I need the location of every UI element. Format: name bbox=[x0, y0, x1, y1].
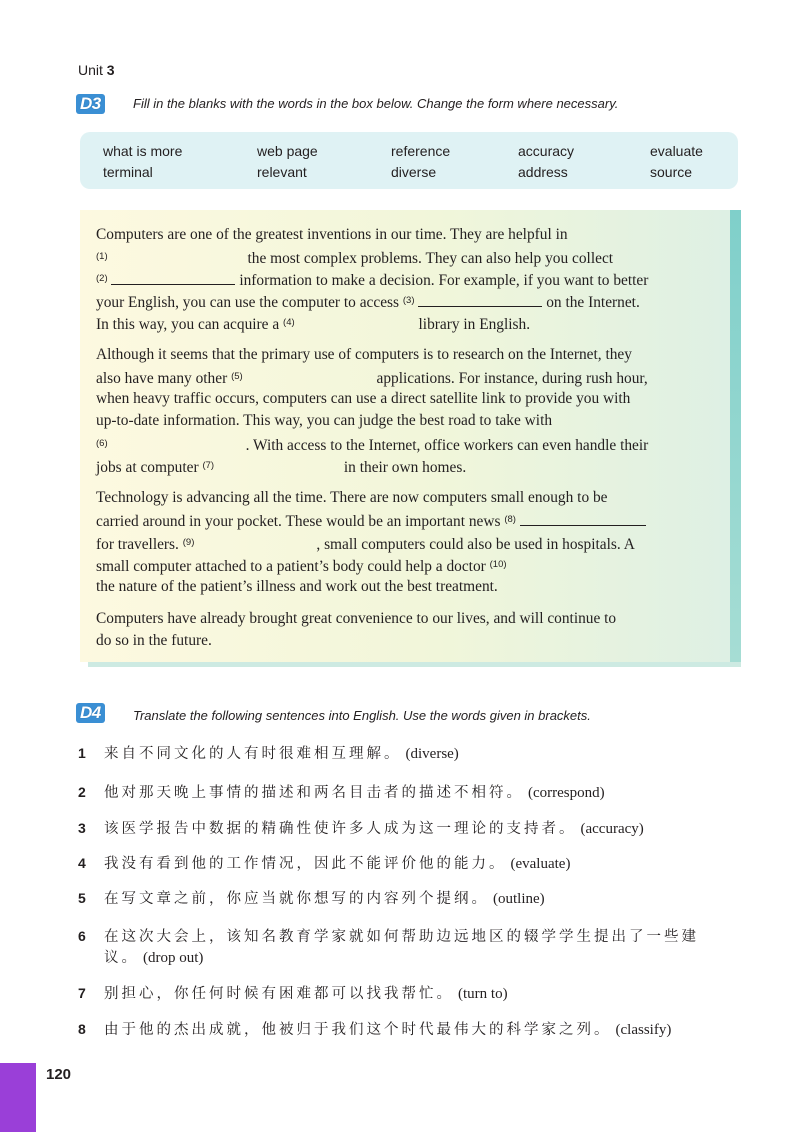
item-number: 1 bbox=[78, 745, 86, 761]
d3-badge: D3 bbox=[76, 94, 105, 114]
chinese-sentence: 别担心，你任何时候有困难都可以找我帮忙。 bbox=[104, 986, 454, 1002]
chinese-sentence: 来自不同文化的人有时很难相互理解。 bbox=[104, 746, 402, 762]
blank-number: (6) bbox=[96, 438, 108, 449]
word-box-item: source bbox=[650, 164, 693, 180]
passage-box-edge bbox=[730, 210, 741, 662]
passage-text: In this way, you can acquire a bbox=[96, 316, 284, 333]
word-box-item: terminal bbox=[103, 164, 153, 180]
blank-number: (1) bbox=[96, 251, 108, 262]
passage-box-bottom-edge bbox=[88, 662, 741, 667]
translation-item bbox=[78, 982, 508, 1004]
item-number: 3 bbox=[78, 820, 86, 836]
translation-item bbox=[78, 781, 605, 803]
item-number: 2 bbox=[78, 784, 86, 800]
passage-text: the most complex problems. They can also help you collect bbox=[243, 250, 614, 267]
passage-line bbox=[96, 456, 466, 478]
chinese-sentence: 我没有看到他的工作情况，因此不能评价他的能力。 bbox=[104, 856, 507, 872]
chinese-sentence: 议。 bbox=[104, 950, 139, 966]
item-number: 4 bbox=[78, 855, 86, 871]
word-hint: (outline) bbox=[493, 891, 545, 907]
blank-6[interactable] bbox=[108, 435, 246, 450]
passage-line: Computers have already brought great convenience to our lives, and will continue to bbox=[96, 610, 617, 627]
item-number: 7 bbox=[78, 985, 86, 1001]
chinese-sentence: 在写文章之前，你应当就你想写的内容列个提纲。 bbox=[104, 891, 489, 907]
blank-number: (10) bbox=[489, 559, 507, 570]
passage-line bbox=[96, 533, 635, 555]
word-box-item: what is more bbox=[103, 143, 183, 159]
word-hint: (diverse) bbox=[405, 746, 459, 762]
passage-text: also have many other bbox=[96, 370, 232, 387]
passage-text: information to make a decision. For example, if you want to better bbox=[235, 272, 649, 289]
passage-text: applications. For instance, during rush hour, bbox=[372, 370, 648, 387]
blank-number: (3) bbox=[402, 295, 415, 306]
passage-text: your English, you can use the computer to access bbox=[96, 294, 403, 311]
word-box bbox=[80, 132, 738, 189]
word-hint: (classify) bbox=[615, 1022, 672, 1038]
blank-number: (8) bbox=[504, 514, 516, 525]
passage-text: jobs at computer bbox=[96, 459, 203, 476]
word-hint: (accuracy) bbox=[580, 821, 644, 837]
blank-3[interactable] bbox=[418, 292, 542, 307]
passage-line: do so in the future. bbox=[96, 632, 212, 649]
passage-line: Although it seems that the primary use of computers is to research on the Internet, they bbox=[96, 346, 632, 363]
passage-text: carried around in your pocket. These would be an important news bbox=[96, 513, 505, 530]
translation-item bbox=[78, 925, 699, 947]
passage-line: Technology is advancing all the time. There are now computers small enough to be bbox=[96, 489, 608, 506]
blank-9[interactable] bbox=[194, 534, 316, 549]
word-box-item: web page bbox=[257, 143, 318, 159]
blank-7[interactable] bbox=[214, 457, 340, 472]
passage-line: up-to-date information. This way, you can judge the best road to take with bbox=[96, 412, 553, 429]
blank-8[interactable] bbox=[520, 511, 646, 526]
word-hint: (evaluate) bbox=[510, 856, 571, 872]
passage-line: the nature of the patient’s illness and work out the best treatment. bbox=[96, 578, 498, 595]
passage-line: Computers are one of the greatest inventions in our time. They are helpful in bbox=[96, 226, 568, 243]
chinese-sentence: 由于他的杰出成就，他被归于我们这个时代最伟大的科学家之列。 bbox=[104, 1022, 612, 1038]
passage-text: . With access to the Internet, office workers can even handle their bbox=[245, 437, 649, 454]
blank-number: (7) bbox=[202, 460, 215, 471]
unit-label bbox=[78, 62, 115, 78]
d3-instruction: Fill in the blanks with the words in the box below. Change the form where necessary. bbox=[133, 96, 619, 111]
item-number: 6 bbox=[78, 928, 86, 944]
d4-instruction: Translate the following sentences into English. Use the words given in brackets. bbox=[133, 708, 591, 723]
word-box-item: evaluate bbox=[650, 143, 703, 159]
blank-number: (2) bbox=[96, 273, 108, 284]
page-tab bbox=[0, 1063, 36, 1132]
passage-line bbox=[96, 291, 640, 313]
passage-line bbox=[96, 434, 648, 456]
chinese-sentence: 他对那天晚上事情的描述和两名目击者的描述不相符。 bbox=[104, 785, 524, 801]
passage-line bbox=[96, 367, 648, 389]
passage-text: on the Internet. bbox=[542, 294, 640, 311]
passage-line bbox=[96, 269, 648, 291]
word-hint: (drop out) bbox=[143, 950, 204, 966]
translation-item bbox=[78, 852, 570, 874]
word-hint: (turn to) bbox=[458, 986, 508, 1002]
passage-line bbox=[96, 247, 613, 269]
blank-number: (4) bbox=[283, 317, 295, 328]
passage-text: , small computers could also be used in hospitals. A bbox=[316, 536, 635, 553]
translation-item bbox=[78, 817, 644, 839]
passage-text: library in English. bbox=[414, 316, 531, 333]
passage-line bbox=[96, 510, 646, 532]
word-box-item: diverse bbox=[391, 164, 437, 180]
blank-2[interactable] bbox=[111, 270, 235, 285]
page-number: 120 bbox=[46, 1066, 72, 1083]
passage-text: small computer attached to a patient’s body could help a doctor bbox=[96, 558, 490, 575]
blank-5[interactable] bbox=[243, 368, 373, 383]
translation-item bbox=[78, 887, 545, 909]
word-box-item: reference bbox=[391, 143, 451, 159]
unit-number: 3 bbox=[106, 62, 115, 78]
item-number: 5 bbox=[78, 890, 86, 906]
blank-1[interactable] bbox=[108, 248, 244, 263]
passage-line bbox=[96, 313, 530, 335]
word-box-item: relevant bbox=[257, 164, 307, 180]
passage-line bbox=[96, 555, 627, 577]
word-hint: (correspond) bbox=[528, 785, 605, 801]
passage-text: for travellers. bbox=[96, 536, 183, 553]
blank-number: (9) bbox=[182, 537, 195, 548]
translation-item bbox=[78, 742, 459, 764]
word-box-item: accuracy bbox=[518, 143, 575, 159]
translation-item bbox=[78, 1018, 671, 1040]
blank-number: (5) bbox=[231, 371, 243, 382]
blank-4[interactable] bbox=[295, 314, 415, 329]
passage-text: in their own homes. bbox=[340, 459, 467, 476]
chinese-sentence: 该医学报告中数据的精确性使许多人成为这一理论的支持者。 bbox=[104, 821, 577, 837]
item-number: 8 bbox=[78, 1021, 86, 1037]
passage-line: when heavy traffic occurs, computers can use a direct satellite link to provide you with bbox=[96, 390, 631, 407]
blank-10[interactable] bbox=[507, 556, 627, 571]
word-box-item: address bbox=[518, 164, 568, 180]
translation-item-continuation bbox=[104, 946, 203, 968]
d4-badge: D4 bbox=[76, 703, 105, 723]
unit-prefix: Unit bbox=[78, 62, 103, 78]
chinese-sentence: 在这次大会上，该知名教育学家就如何帮助边远地区的辍学学生提出了一些建 bbox=[104, 929, 699, 945]
